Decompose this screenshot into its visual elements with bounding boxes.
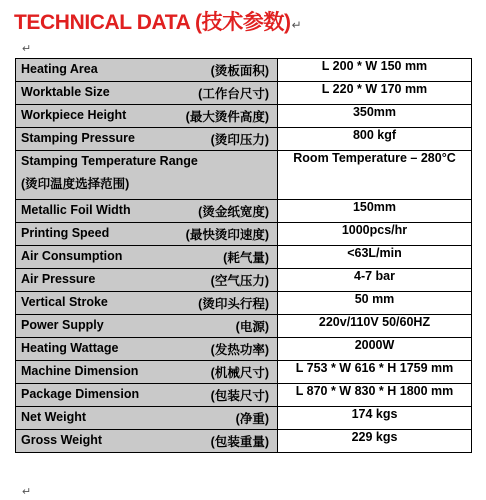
spec-value-cell (278, 59, 472, 82)
spec-label-cell (16, 315, 278, 338)
spec-name-en: Package Dimension (21, 387, 140, 401)
spec-label-cell (16, 361, 278, 384)
spec-value-cell (278, 82, 472, 105)
spec-value-cell (278, 384, 472, 407)
table-row (16, 246, 472, 269)
spec-value: <63L/min (347, 246, 402, 260)
spec-value-cell (278, 128, 472, 151)
spec-label-cell (16, 223, 278, 246)
spec-value: L 753 * W 616 * H 1759 mm (295, 361, 454, 375)
spec-name-en: Air Pressure (21, 272, 96, 286)
spec-name-en: Gross Weight (21, 433, 103, 447)
spec-name-cn: (烫板面积) (210, 64, 269, 78)
table-row (16, 430, 472, 453)
spec-value: 229 kgs (351, 430, 398, 444)
spec-name-cn: (最快烫印速度) (185, 228, 269, 242)
spec-label-cell (16, 128, 278, 151)
spec-value: L 870 * W 830 * H 1800 mm (295, 384, 454, 398)
spec-name-cn: (耗气量) (223, 251, 269, 265)
spec-name-en: Net Weight (21, 410, 87, 424)
spec-label-cell (16, 105, 278, 128)
spec-label-cell (16, 292, 278, 315)
page-title (14, 6, 301, 36)
spec-value: 1000pcs/hr (341, 223, 408, 237)
table-row (16, 59, 472, 82)
spec-value: L 200 * W 150 mm (321, 59, 428, 73)
spec-name-en: Heating Area (21, 62, 98, 76)
spec-name-cn: (机械尺寸) (210, 366, 269, 380)
spec-label-cell (16, 59, 278, 82)
spec-label-cell (16, 246, 278, 269)
spec-label-cell (16, 269, 278, 292)
spec-name-en: Power Supply (21, 318, 104, 332)
table-row (16, 151, 472, 200)
spec-value-cell (278, 223, 472, 246)
title-text: TECHNICAL DATA (技术参数) (14, 11, 291, 34)
table-row (16, 269, 472, 292)
spec-name-en: Air Consumption (21, 249, 123, 263)
spec-value: 2000W (354, 338, 395, 352)
spec-name-en: Heating Wattage (21, 341, 119, 355)
table-row (16, 384, 472, 407)
technical-data-table (15, 58, 472, 453)
paragraph-mark-icon: ↵ (22, 486, 32, 498)
paragraph-mark-icon: ↵ (22, 43, 32, 55)
spec-value: 220v/110V 50/60HZ (318, 315, 431, 329)
spec-label-cell (16, 200, 278, 223)
spec-value: 800 kgf (352, 128, 397, 142)
spec-label-cell (16, 82, 278, 105)
table-row (16, 200, 472, 223)
table-row (16, 292, 472, 315)
spec-name-cn: (烫印头行程) (198, 297, 269, 311)
spec-name-en: Machine Dimension (21, 364, 139, 378)
spec-name-cn: (包装尺寸) (210, 389, 269, 403)
spec-name-cn: (烫印温度选择范围) (21, 177, 130, 191)
spec-name-cn: (空气压力) (210, 274, 269, 288)
spec-value: 50 mm (354, 292, 395, 306)
spec-value: 4-7 bar (354, 269, 395, 283)
spec-value-cell (278, 315, 472, 338)
spec-name-en: Metallic Foil Width (21, 203, 131, 217)
spec-label-cell (16, 384, 278, 407)
spec-value: Room Temperature – 280°C (293, 151, 456, 165)
spec-value-cell (278, 246, 472, 269)
table-row (16, 361, 472, 384)
spec-name-en: Stamping Pressure (21, 131, 135, 145)
spec-name-cn: (净重) (235, 412, 269, 426)
spec-value-cell (278, 292, 472, 315)
spec-label-cell (16, 407, 278, 430)
spec-name-cn: (工作台尺寸) (198, 87, 269, 101)
table-row (16, 128, 472, 151)
table-row (16, 407, 472, 430)
table-row (16, 223, 472, 246)
spec-value-cell (278, 338, 472, 361)
spec-value-cell (278, 151, 472, 200)
spec-value: L 220 * W 170 mm (321, 82, 428, 96)
spec-name-en: Vertical Stroke (21, 295, 108, 309)
spec-value-cell (278, 430, 472, 453)
table-row (16, 338, 472, 361)
spec-value-cell (278, 105, 472, 128)
spec-name-cn: (包装重量) (210, 435, 269, 449)
spec-value-cell (278, 269, 472, 292)
spec-label-cell (16, 338, 278, 361)
spec-name-en: Worktable Size (21, 85, 110, 99)
spec-name-cn: (最大烫件高度) (185, 110, 269, 124)
spec-label-cell (16, 430, 278, 453)
spec-name-cn: (烫金纸宽度) (198, 205, 269, 219)
spec-name-en: Workpiece Height (21, 108, 127, 122)
spec-name-cn: (电源) (235, 320, 269, 334)
spec-name-en: Printing Speed (21, 226, 110, 240)
spec-value-cell (278, 407, 472, 430)
spec-label-cell (16, 151, 278, 200)
spec-name-cn: (发热功率) (210, 343, 269, 357)
table-row (16, 105, 472, 128)
spec-value-cell (278, 361, 472, 384)
spec-value: 150mm (352, 200, 397, 214)
paragraph-mark-icon: ↵ (291, 18, 302, 32)
table-row (16, 315, 472, 338)
spec-name-cn: (烫印压力) (210, 133, 269, 147)
table-row (16, 82, 472, 105)
spec-name-en: Stamping Temperature Range (21, 154, 198, 168)
spec-value: 350mm (352, 105, 397, 119)
spec-value-cell (278, 200, 472, 223)
spec-value: 174 kgs (351, 407, 398, 421)
